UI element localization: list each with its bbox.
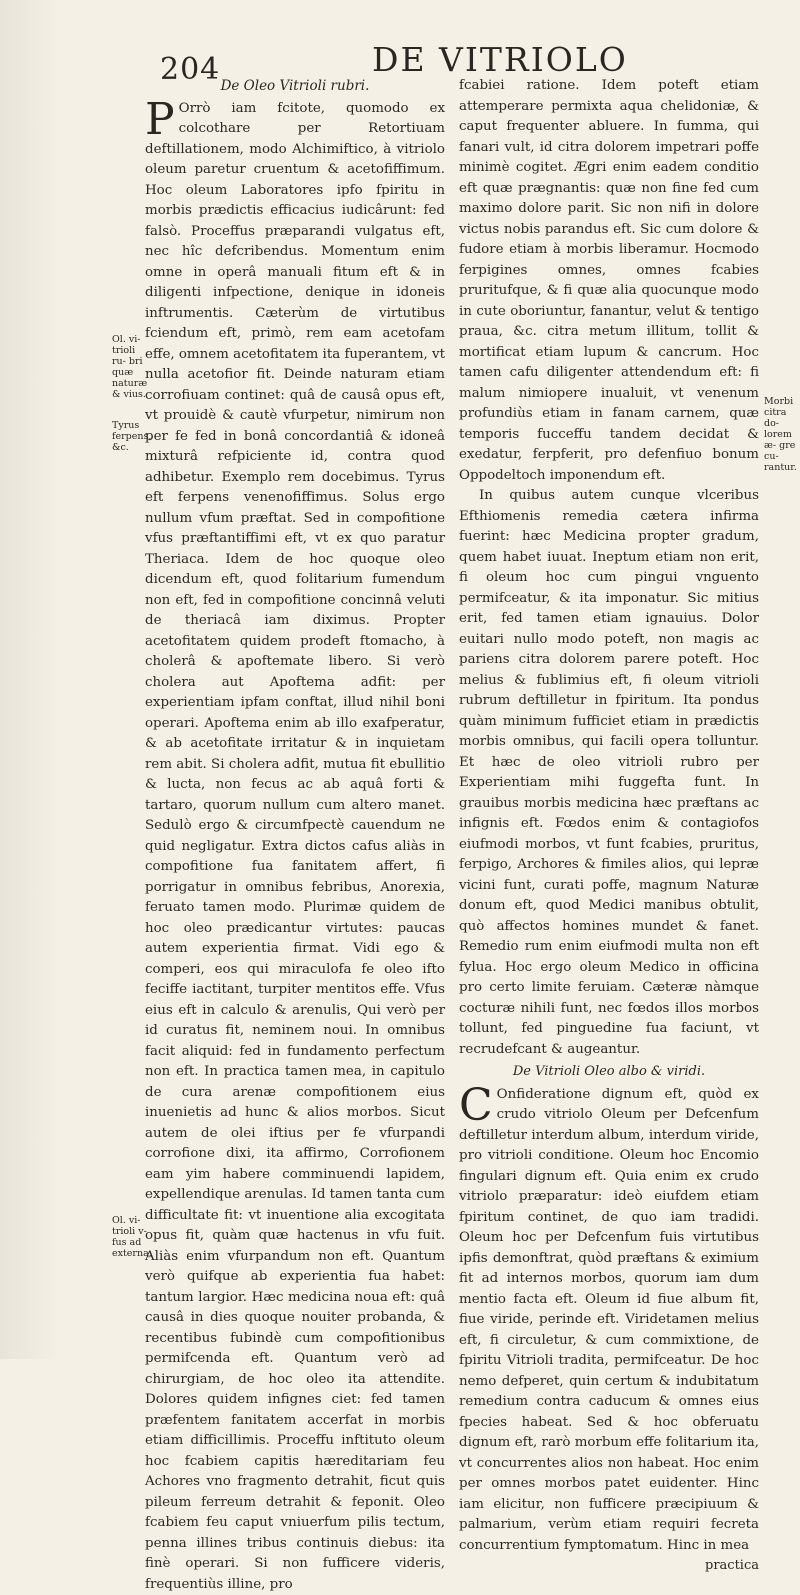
paragraph: [459, 1085, 759, 1557]
section-title-white-green-oil: De Vitrioli Oleo albo & viridi.: [459, 1062, 759, 1083]
paragraph: fcabiei ratione. Idem poteft etiam attemperare permixta aqua chelidoniæ, & caput frequenter abluere. In fumma, qui fanari vult, id citra dolorem impetrari poffe minimè cogitet. Ægri enim eadem conditio eft quæ prægnantis: quæ non fine fed cum maximo dolore parit. Sic non nifi in dolore victus nobis parandus eft. Sic cum dolore & fudore etiam à morbis liberamur. Hocmodo ferpigines omnes, omnes fcabies pruritufque, & fi quæ alia quocunque modo in cute oboriuntur, fanantur, velut & tentigo praua, &c. citra metum illitum, tollit & mortificat etiam lupum & cancrum. Hoc tamen cafu diligenter attendendum eft: fi malum nimiopere inualuit, vt venenum profundiùs etiam in fanam carnem, quæ temporis fucceffu tandem decidat & exedatur, ferpferit, pro defenfiuo bonum Oppodeltoch imponendum eft.: [459, 76, 759, 486]
body-text: Orrò iam fcitote, quomodo ex colcothare per Retortiuam deftillationem, modo Alchimiftico, à vitriolo oleum paretur cruentum & acetofiffimum. Hoc oleum Laboratores ipfo fpiritu in morbis prædictis efficacius iudicârunt: fed falsò. Proceffus præparandi vulgatus eft, nec hîc defcribendus. Momentum enim omne in operâ manuali fitum eft & in diligenti infpectione, denique in idoneis inftrumentis. Cæterùm de virtutibus fciendum eft, primò, rem eam acetofam effe, omnem acetofitatem ita fuperantem, vt nulla acetofior fit. Deinde naturam etiam corrofiuam continet: quâ de causâ opus eft, vt prouidè & cautè vfurpetur, nimirum non per fe fed in bonâ concordantiâ & idoneâ mixturâ refpiciente id, contra quod adhibetur. Exemplo rem docebimus. Tyrus eft ferpens venenofiffimus. Solus ergo nullum vfum præftat. Sed in compofitione vfus præftantiffimi eft, vt ex quo paratur Theriaca. Idem de hoc quoque oleo dicendum eft, quod folitarium fumendum non eft, fed in compofitione concinnâ veluti de theriacâ iam diximus. Propter acetofitatem quidem prodeft ftomacho, à cholerâ & apoftemate libero. Si verò cholera aut Apoftema adfit: per experientiam ipfam conftat, illud nihil boni operari. Apoftema enim ab illo exafperatur, & ab acetofitate irritatur & in inquietam rem abit. Si cholera adfit, mutua fit ebullitio & lucta, non fecus ac ab aquâ forti & tartaro, quorum nullum cum altero manet. Sedulò ergo & circumfpectè cauendum ne quid negligatur. Extra dictos cafus aliàs in compofitione fua fanitatem affert, fi porrigatur in omnibus febribus, Anorexia, feruato tamen modo. Plurimæ quidem de hoc oleo prædicantur virtutes: paucas autem experientia firmat. Vidi ego & comperi, eos qui miraculofa fe oleo ifto feciffe iactitant, turpiter mentitos effe. Vfus eius eft in calculo & arenulis, Qui verò per id curatus fit, neminem noui. In omnibus facit aliquid: fed in fundamento perfectum non eft. In practica tamen mea, in capitulo de cura arenæ compofitionem eius inuenietis ad hunc & alios morbos. Sicut autem de olei iftius per fe vfurpandi corrofione dixi, ita affirmo, Corrofionem eam yim habere comminuendi lapidem, expellendique arenulas. Id tamen tanta cum difficultate fit: vt inuentione alia excogitata opus fit, quàm quæ hactenus in vfu fuit. Aliàs enim vfurpandum non eft. Quantum verò quifque ab experientia fua habet: tantum largior. Hæc medicina noua eft: quâ causâ in dies quoque nouiter probanda, & recentibus fubindè cum compofitionibus permifcenda eft. Quantum verò ad chirurgiam, de hoc oleo ita attendite. Dolores quidem infignes ciet: fed tamen præfentem fanitatem accerfat in morbis etiam difficillimis. Proceffu inftituto oleum hoc fcabiem capitis hæreditariam feu Achores vno fragmento detrahit, ficut quis pileum ferreum detrahit & feponit. Oleo fcabiem feu caput vniuerfum pilis tectum, penna illines tribus continuis diebus: ita finè operari. Si non fufficere videris, frequentiùs illine, pro: [145, 101, 445, 1592]
paragraph: In quibus autem cunque vlceribus Efthiomenis remedia cætera infirma fuerint: hæc Medicina propter gradum, quem habet iuuat. Ineptum etiam non erit, fi oleum hoc cum pingui vnguento permifceatur, & ita imponatur. Sic mitius erit, fed tamen etiam ignauius. Dolor euitari nullo modo poteft, non magis ac pariens citra dolorem parere poteft. Hoc melius & fublimius eft, fi oleum vitrioli rubrum deftilletur in fpiritum. Ita pondus quàm minimum fufficiet etiam in prædictis morbis omnibus, qui facili opera tolluntur. Et hæc de oleo vitrioli rubro per Experientiam mihi fuggefta funt. In grauibus morbis medicina hæc præftans ac infignis eft. Fœdos enim & contagiofos eiufmodi morbos, vt funt fcabies, pruritus, ferpigo, Archores & fimiles alios, qui lepræ vicini funt, curati poffe, magnum Naturæ donum eft, quod Medici manibus obtulit, quò affectos homines mundet & fanet. Remedio rum enim eiufmodi multa non eft fylua. Hoc ergo oleum Medico in officina pro certo limite feruiam. Cæteræ nàmque cocturæ nihili funt, nec fœdos illos morbos tollunt, fed pinguedine fua faciunt, vt recrudefcant & augeantur.: [459, 486, 759, 1060]
margin-note-left-1: Ol. vi- trioli ru- bri quæ naturæ & vius.: [112, 334, 150, 400]
dropcap: P: [145, 101, 175, 139]
catchword: practica: [459, 1556, 759, 1577]
page-number: 204: [160, 52, 220, 87]
running-head: DE VITRIOLO: [372, 40, 628, 79]
margin-note-left-3: Ol. vi- trioli v- fus ad externa.: [112, 1215, 150, 1259]
gutter-shadow: [0, 0, 60, 1359]
right-column: [459, 76, 759, 1577]
section-title-red-oil: De Oleo Vitrioli rubri.: [145, 76, 445, 97]
margin-note-right-1: Morbi citra do- lorem æ- gre cu- rantur.: [764, 396, 800, 473]
left-column: [145, 76, 445, 1595]
dropcap: C: [459, 1087, 493, 1125]
margin-note-left-2: Tyrus ferpens, &c.: [112, 420, 150, 453]
paragraph: [145, 99, 445, 1595]
body-text: Onfideratione dignum eft, quòd ex crudo vitriolo Oleum per Defcenfum deftilletur interdum album, interdum viride, pro vitrioli conditione. Oleum hoc Encomio fingulari dignum eft. Quia enim ex crudo vitriolo præparatur: ideò eiufdem etiam fpiritum continet, de quo iam tradidi. Oleum hoc per Defcenfum fuis virtutibus ipfis demonftrat, quòd præftans & eximium fit ad internos morbos, quorum iam dum mentio facta eft. Oleum id fiue album fit, fiue viride, perinde eft. Viridetamen melius eft, fi circuletur, & cum commixtione, de fpiritu Vitrioli tradita, permifceatur. De hoc nemo defperet, quin certum & indubitatum remedium contra caducum & omnes eius fpecies habeat. Sed & hoc obferuatu dignum eft, rarò morbum effe folitarium ita, vt concurrentes alios non habeat. Hoc enim per omnes morbos patet euidenter. Hinc iam elicitur, non fufficere præcipiuum & palmarium, verùm etiam requiri fecreta concurrentium fymptomatum. Hinc in mea: [459, 1087, 759, 1553]
